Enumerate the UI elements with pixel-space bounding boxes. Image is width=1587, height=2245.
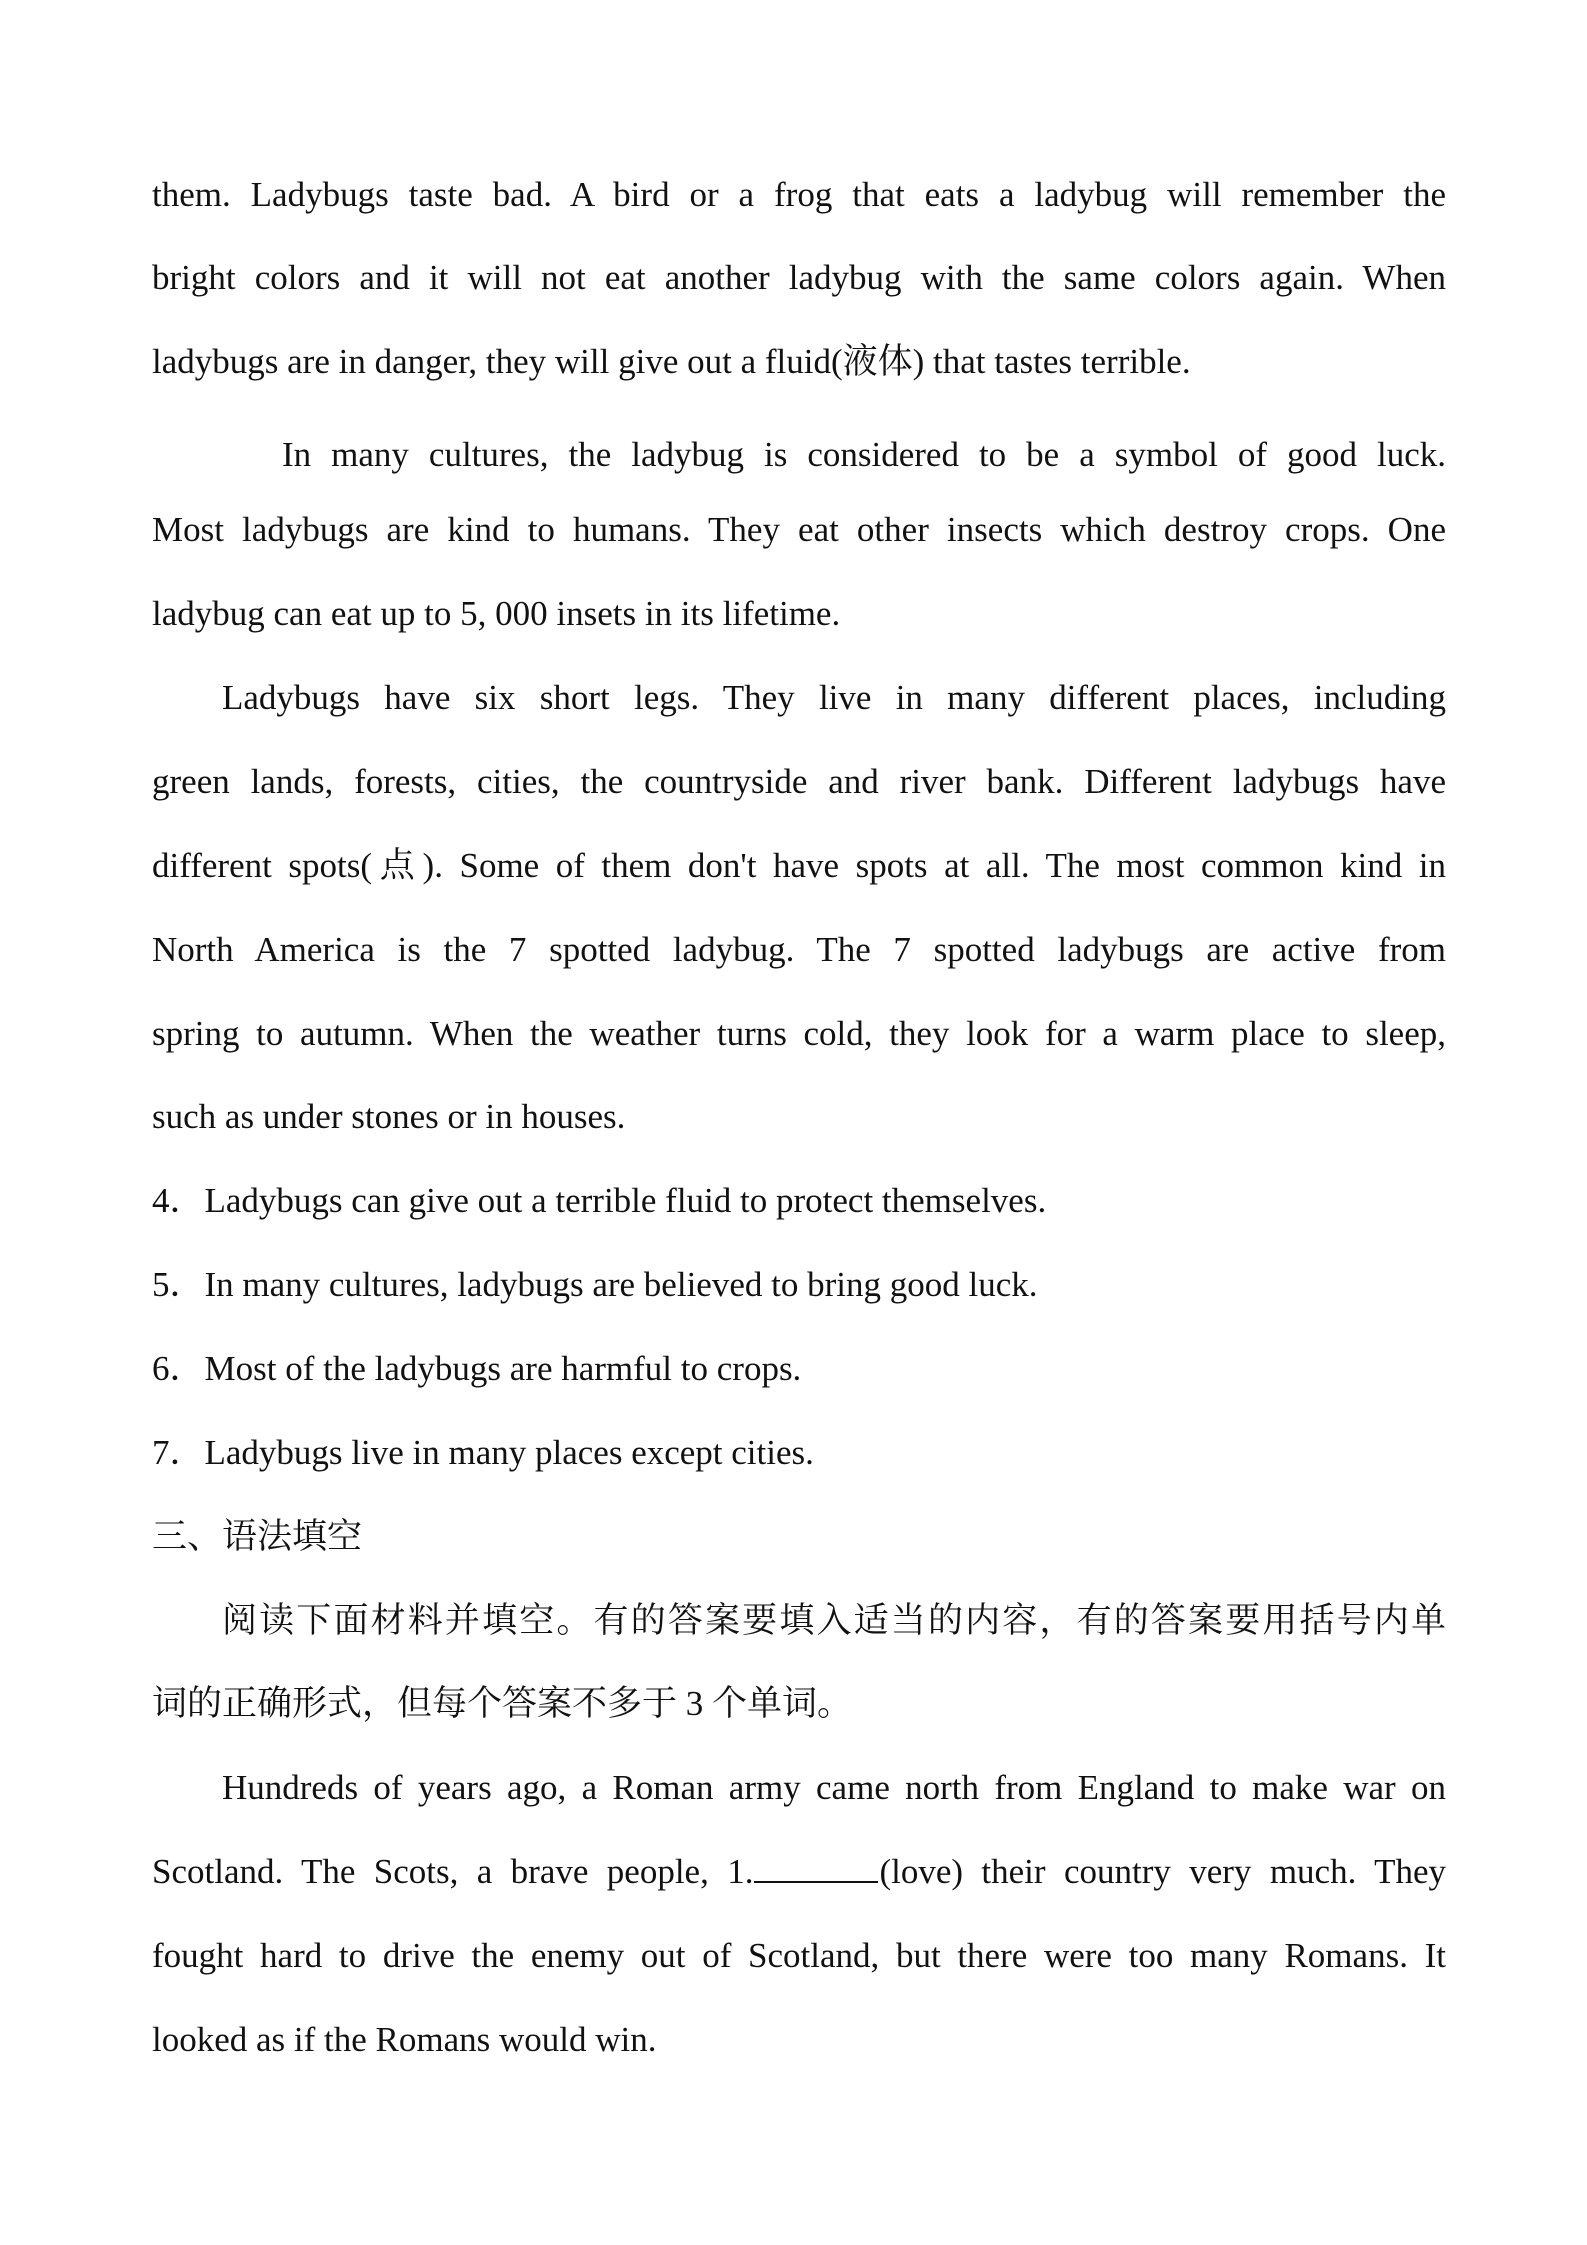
answer-blank-1[interactable] <box>754 1852 878 1883</box>
passage-line: Most ladybugs are kind to humans. They eat other insects which destroy crops. One <box>152 510 1446 549</box>
passage-line: North America is the 7 spotted ladybug. The 7 spotted ladybugs are active from <box>152 930 1446 969</box>
passage-line: Ladybugs have six short legs. They live in many different places, including <box>222 678 1446 717</box>
statement-item: 4．Ladybugs can give out a terrible fluid to protect themselves. <box>152 1181 1047 1220</box>
passage-line: them. Ladybugs taste bad. A bird or a frog that eats a ladybug will remember the <box>152 175 1446 214</box>
passage-line: spring to autumn. When the weather turns cold, they look for a warm place to sleep, <box>152 1014 1446 1053</box>
cloze-line: looked as if the Romans would win. <box>152 2020 657 2059</box>
passage-line: ladybug can eat up to 5, 000 insets in its lifetime. <box>152 594 841 633</box>
cloze-line: Hundreds of years ago, a Roman army came north from England to make war on <box>222 1768 1446 1807</box>
statement-item: 6．Most of the ladybugs are harmful to crops. <box>152 1349 802 1388</box>
statement-item: 7．Ladybugs live in many places except cities. <box>152 1433 814 1472</box>
passage-line: bright colors and it will not eat another ladybug with the same colors again. When <box>152 258 1446 297</box>
cloze-line: fought hard to drive the enemy out of Scotland, but there were too many Romans. It <box>152 1936 1446 1975</box>
cloze-line-with-blank <box>152 1849 1446 1895</box>
passage-line: ladybugs are in danger, they will give out a fluid(液体) that tastes terrible. <box>152 342 1191 381</box>
section-heading: 三、语法填空 <box>152 1517 363 1556</box>
instructions-line: 词的正确形式，但每个答案不多于 3 个单词。 <box>152 1684 853 1723</box>
passage-line: such as under stones or in houses. <box>152 1097 626 1136</box>
passage-line: different spots(点). Some of them don't have spots at all. The most common kind in <box>152 846 1446 885</box>
passage-line: green lands, forests, cities, the countryside and river bank. Different ladybugs have <box>152 762 1446 801</box>
passage-line: In many cultures, the ladybug is considered to be a symbol of good luck. <box>282 435 1446 474</box>
cloze-text-before-blank: Scotland. The Scots, a brave people, 1. <box>152 1852 754 1891</box>
statement-item: 5．In many cultures, ladybugs are believed to bring good luck. <box>152 1265 1038 1304</box>
cloze-text-after-blank: (love) their country very much. They <box>879 1852 1446 1891</box>
instructions-line: 阅读下面材料并填空。有的答案要填入适当的内容，有的答案要用括号内单 <box>222 1601 1446 1640</box>
